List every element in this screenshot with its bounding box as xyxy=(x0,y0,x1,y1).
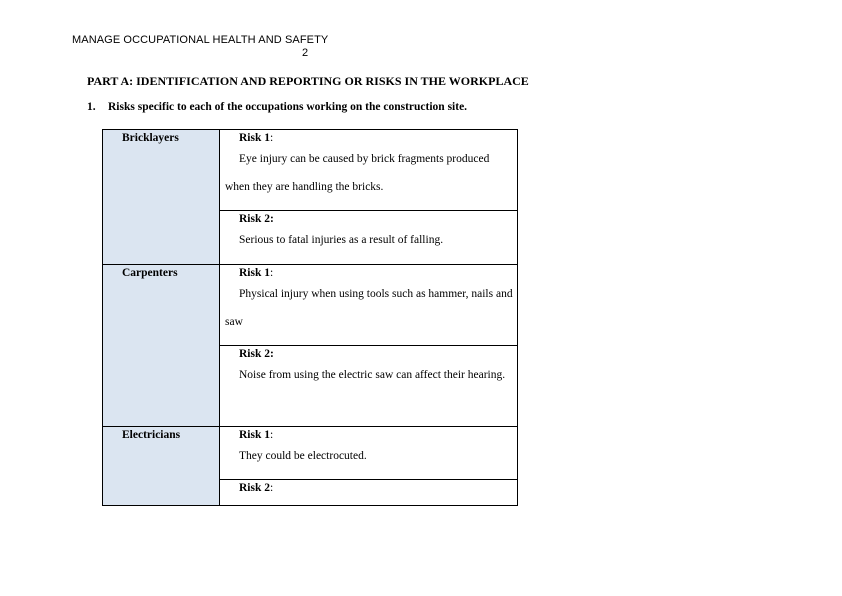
occupation-cell xyxy=(103,265,220,427)
question-number: 1. xyxy=(87,101,96,113)
table-row xyxy=(103,427,518,480)
occupation-name: Carpenters xyxy=(122,267,178,279)
question-text: Risks specific to each of the occupations working on the construction site. xyxy=(108,101,468,113)
risk-cell xyxy=(220,211,518,265)
risk-cell xyxy=(220,130,518,211)
part-heading: PART A: IDENTIFICATION AND REPORTING OR RISKS IN THE WORKPLACE xyxy=(87,74,529,88)
risk-label: Risk 1: xyxy=(239,429,274,441)
risk-table xyxy=(102,129,518,506)
occupation-name: Bricklayers xyxy=(122,132,179,144)
risk-cell xyxy=(220,480,518,506)
risk-cell xyxy=(220,265,518,346)
table-row xyxy=(103,265,518,346)
risk-cell xyxy=(220,427,518,480)
occupation-name: Electricians xyxy=(122,429,181,441)
page-number: 2 xyxy=(302,47,309,59)
occupation-cell xyxy=(103,130,220,265)
table-row xyxy=(103,130,518,211)
document-header: MANAGE OCCUPATIONAL HEALTH AND SAFETY xyxy=(72,34,329,46)
risk-description: They could be electrocuted. xyxy=(239,450,367,462)
risk-description: Physical injury when using tools such as hammer, nails and saw xyxy=(225,288,513,328)
risk-label: Risk 1: xyxy=(239,132,274,144)
risk-description: Eye injury can be caused by brick fragments produced when they are handling the bricks. xyxy=(225,153,490,193)
risk-cell xyxy=(220,346,518,427)
risk-label: Risk 2: xyxy=(239,213,274,225)
risk-label: Risk 2: xyxy=(239,348,274,360)
risk-label: Risk 2: xyxy=(239,482,274,494)
occupation-cell xyxy=(103,427,220,506)
risk-description: Serious to fatal injuries as a result of falling. xyxy=(239,234,444,246)
risk-label: Risk 1: xyxy=(239,267,274,279)
risk-description: Noise from using the electric saw can affect their hearing. xyxy=(239,369,506,381)
